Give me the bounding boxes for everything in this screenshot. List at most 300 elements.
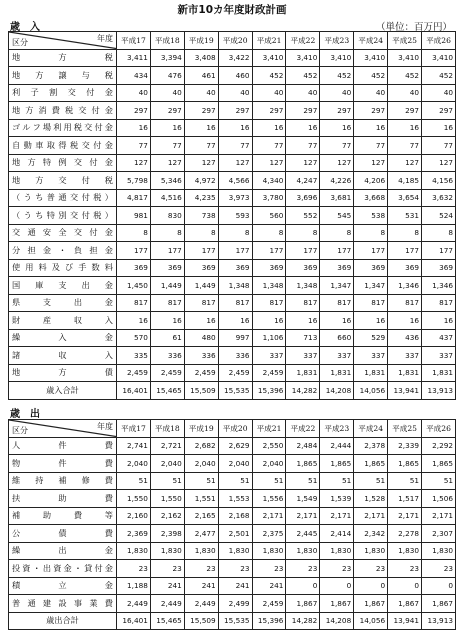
value-cell: 2,165	[184, 507, 218, 525]
row-label: 使用料及び手数料	[9, 259, 117, 277]
value-cell: 8	[184, 224, 218, 242]
value-cell: 2,171	[422, 507, 456, 525]
value-cell: 452	[388, 67, 422, 85]
value-cell: 1,830	[320, 542, 354, 560]
value-cell: 127	[422, 154, 456, 172]
value-cell: 16,401	[117, 382, 151, 400]
value-cell: 8	[252, 224, 286, 242]
row-label: 地方特例交付金	[9, 154, 117, 172]
value-cell: 1,830	[150, 542, 184, 560]
value-cell: 1,831	[354, 364, 388, 382]
value-cell: 297	[354, 102, 388, 120]
row-label: 利子割交付金	[9, 84, 117, 102]
value-cell: 127	[320, 154, 354, 172]
year-header: 平成19	[184, 420, 218, 438]
value-cell: 1,831	[422, 364, 456, 382]
value-cell: 1,528	[354, 490, 388, 508]
value-cell: 297	[422, 102, 456, 120]
table-row	[9, 224, 456, 242]
value-cell: 77	[320, 137, 354, 155]
year-header: 平成23	[320, 32, 354, 50]
value-cell: 2,342	[354, 525, 388, 543]
value-cell: 127	[252, 154, 286, 172]
row-label: 諸収入	[9, 347, 117, 365]
corner-year-label: 年度	[97, 422, 113, 431]
value-cell: 336	[218, 347, 252, 365]
value-cell: 40	[286, 84, 320, 102]
value-cell: 23	[218, 560, 252, 578]
value-cell: 434	[117, 67, 151, 85]
value-cell: 4,206	[354, 172, 388, 190]
value-cell: 1,830	[252, 542, 286, 560]
value-cell: 3,654	[388, 189, 422, 207]
value-cell: 2,741	[117, 437, 151, 455]
value-cell: 77	[184, 137, 218, 155]
value-cell: 23	[354, 560, 388, 578]
value-cell: 15,509	[184, 612, 218, 630]
value-cell: 16	[354, 119, 388, 137]
value-cell: 40	[320, 84, 354, 102]
value-cell: 2,160	[117, 507, 151, 525]
table-row	[9, 329, 456, 347]
year-header: 平成19	[184, 32, 218, 50]
value-cell: 452	[422, 67, 456, 85]
value-cell: 3,410	[354, 49, 388, 67]
value-cell: 336	[150, 347, 184, 365]
value-cell: 4,235	[184, 189, 218, 207]
row-label: 補助費等	[9, 507, 117, 525]
table-row	[9, 119, 456, 137]
value-cell: 369	[286, 259, 320, 277]
year-header: 平成17	[117, 32, 151, 50]
revenue-header-row	[9, 32, 456, 50]
value-cell: 16	[320, 119, 354, 137]
value-cell: 369	[150, 259, 184, 277]
value-cell: 337	[388, 347, 422, 365]
value-cell: 1,347	[354, 277, 388, 295]
revenue-section-label: 歳 入	[10, 22, 40, 33]
year-header: 平成18	[150, 420, 184, 438]
value-cell: 40	[184, 84, 218, 102]
value-cell: 1,106	[252, 329, 286, 347]
value-cell: 1,346	[388, 277, 422, 295]
value-cell: 2,378	[354, 437, 388, 455]
value-cell: 127	[218, 154, 252, 172]
year-header: 平成18	[150, 32, 184, 50]
value-cell: 1,348	[252, 277, 286, 295]
value-cell: 297	[184, 102, 218, 120]
value-cell: 16	[184, 312, 218, 330]
value-cell: 16	[150, 119, 184, 137]
value-cell: 4,226	[320, 172, 354, 190]
value-cell: 15,465	[150, 382, 184, 400]
value-cell: 3,410	[286, 49, 320, 67]
value-cell: 16	[286, 119, 320, 137]
value-cell: 1,450	[117, 277, 151, 295]
row-label: 県支出金	[9, 294, 117, 312]
value-cell: 3,632	[422, 189, 456, 207]
value-cell: 2,459	[252, 595, 286, 613]
document-title: 新市10カ年度財政計画	[177, 4, 287, 16]
value-cell: 480	[184, 329, 218, 347]
value-cell: 524	[422, 207, 456, 225]
value-cell: 16	[218, 119, 252, 137]
value-cell: 3,668	[354, 189, 388, 207]
value-cell: 552	[286, 207, 320, 225]
table-row	[9, 312, 456, 330]
value-cell: 337	[320, 347, 354, 365]
row-label: 歳入合計	[9, 382, 117, 400]
row-label: 地方消費税交付金	[9, 102, 117, 120]
value-cell: 297	[117, 102, 151, 120]
value-cell: 1,517	[388, 490, 422, 508]
value-cell: 15,509	[184, 382, 218, 400]
expenditure-section-label: 歳 出	[10, 409, 40, 420]
value-cell: 0	[354, 577, 388, 595]
value-cell: 1,867	[422, 595, 456, 613]
value-cell: 61	[150, 329, 184, 347]
value-cell: 476	[150, 67, 184, 85]
year-header: 平成24	[354, 32, 388, 50]
value-cell: 1,831	[320, 364, 354, 382]
value-cell: 738	[184, 207, 218, 225]
value-cell: 0	[388, 577, 422, 595]
table-row	[9, 472, 456, 490]
value-cell: 23	[422, 560, 456, 578]
value-cell: 1,346	[422, 277, 456, 295]
row-label: 普通建設事業費	[9, 595, 117, 613]
row-label: 地方交付税	[9, 172, 117, 190]
value-cell: 817	[422, 294, 456, 312]
table-row	[9, 364, 456, 382]
value-cell: 23	[388, 560, 422, 578]
value-cell: 14,282	[286, 382, 320, 400]
value-cell: 2,449	[150, 595, 184, 613]
value-cell: 177	[150, 242, 184, 260]
year-header: 平成20	[218, 420, 252, 438]
value-cell: 15,396	[252, 612, 286, 630]
value-cell: 529	[354, 329, 388, 347]
value-cell: 16	[117, 119, 151, 137]
value-cell: 3,410	[422, 49, 456, 67]
table-row	[9, 490, 456, 508]
value-cell: 77	[286, 137, 320, 155]
value-cell: 127	[150, 154, 184, 172]
value-cell: 2,339	[388, 437, 422, 455]
value-cell: 241	[184, 577, 218, 595]
value-cell: 2,040	[150, 455, 184, 473]
value-cell: 3,973	[218, 189, 252, 207]
value-cell: 336	[184, 347, 218, 365]
value-cell: 177	[218, 242, 252, 260]
value-cell: 0	[320, 577, 354, 595]
value-cell: 297	[252, 102, 286, 120]
table-row	[9, 525, 456, 543]
value-cell: 40	[117, 84, 151, 102]
value-cell: 1,831	[388, 364, 422, 382]
row-label: 物件費	[9, 455, 117, 473]
value-cell: 369	[388, 259, 422, 277]
value-cell: 2,398	[150, 525, 184, 543]
table-row	[9, 347, 456, 365]
year-header: 平成23	[320, 420, 354, 438]
value-cell: 2,171	[388, 507, 422, 525]
value-cell: 2,171	[354, 507, 388, 525]
value-cell: 452	[354, 67, 388, 85]
value-cell: 545	[320, 207, 354, 225]
value-cell: 77	[252, 137, 286, 155]
value-cell: 51	[150, 472, 184, 490]
row-label: 地方税	[9, 49, 117, 67]
row-label: 国庫支出金	[9, 277, 117, 295]
total-row	[9, 612, 456, 630]
value-cell: 437	[422, 329, 456, 347]
value-cell: 1,867	[320, 595, 354, 613]
table-row	[9, 595, 456, 613]
value-cell: 2,477	[184, 525, 218, 543]
value-cell: 2,162	[150, 507, 184, 525]
value-cell: 4,566	[218, 172, 252, 190]
year-header: 平成17	[117, 420, 151, 438]
value-cell: 369	[320, 259, 354, 277]
value-cell: 981	[117, 207, 151, 225]
value-cell: 531	[388, 207, 422, 225]
row-label: 繰出金	[9, 542, 117, 560]
value-cell: 5,798	[117, 172, 151, 190]
table-row	[9, 437, 456, 455]
value-cell: 1,551	[184, 490, 218, 508]
row-label: 地方譲与税	[9, 67, 117, 85]
row-label: 公債費	[9, 525, 117, 543]
value-cell: 2,040	[218, 455, 252, 473]
value-cell: 2,444	[320, 437, 354, 455]
row-label: 扶助費	[9, 490, 117, 508]
value-cell: 16	[422, 312, 456, 330]
value-cell: 16	[252, 312, 286, 330]
row-label: 分担金・負担金	[9, 242, 117, 260]
value-cell: 3,422	[218, 49, 252, 67]
value-cell: 241	[150, 577, 184, 595]
table-row	[9, 577, 456, 595]
value-cell: 16	[150, 312, 184, 330]
value-cell: 2,459	[184, 364, 218, 382]
value-cell: 8	[150, 224, 184, 242]
value-cell: 177	[184, 242, 218, 260]
value-cell: 1,830	[117, 542, 151, 560]
value-cell: 369	[117, 259, 151, 277]
value-cell: 127	[354, 154, 388, 172]
value-cell: 1,867	[286, 595, 320, 613]
value-cell: 452	[286, 67, 320, 85]
unit-note: （単位：百万円）	[375, 22, 452, 33]
value-cell: 16	[320, 312, 354, 330]
value-cell: 2,721	[150, 437, 184, 455]
value-cell: 817	[354, 294, 388, 312]
value-cell: 77	[388, 137, 422, 155]
value-cell: 127	[388, 154, 422, 172]
value-cell: 177	[286, 242, 320, 260]
value-cell: 15,535	[218, 612, 252, 630]
table-row	[9, 102, 456, 120]
value-cell: 14,208	[320, 382, 354, 400]
value-cell: 23	[184, 560, 218, 578]
value-cell: 51	[218, 472, 252, 490]
value-cell: 8	[286, 224, 320, 242]
value-cell: 713	[286, 329, 320, 347]
value-cell: 817	[286, 294, 320, 312]
table-row	[9, 507, 456, 525]
value-cell: 15,465	[150, 612, 184, 630]
value-cell: 23	[150, 560, 184, 578]
value-cell: 16	[286, 312, 320, 330]
table-row	[9, 49, 456, 67]
value-cell: 335	[117, 347, 151, 365]
value-cell: 817	[320, 294, 354, 312]
value-cell: 1,347	[320, 277, 354, 295]
value-cell: 23	[320, 560, 354, 578]
row-label: 地方債	[9, 364, 117, 382]
value-cell: 2,171	[320, 507, 354, 525]
table-row	[9, 67, 456, 85]
table-row	[9, 542, 456, 560]
value-cell: 0	[286, 577, 320, 595]
value-cell: 2,459	[150, 364, 184, 382]
value-cell: 2,449	[117, 595, 151, 613]
value-cell: 40	[150, 84, 184, 102]
revenue-table	[8, 31, 456, 400]
row-label: 維持補修費	[9, 472, 117, 490]
value-cell: 14,208	[320, 612, 354, 630]
value-cell: 1,830	[388, 542, 422, 560]
value-cell: 337	[354, 347, 388, 365]
total-row	[9, 382, 456, 400]
value-cell: 51	[117, 472, 151, 490]
value-cell: 2,040	[117, 455, 151, 473]
value-cell: 997	[218, 329, 252, 347]
value-cell: 369	[354, 259, 388, 277]
value-cell: 8	[422, 224, 456, 242]
value-cell: 16	[388, 119, 422, 137]
value-cell: 16	[218, 312, 252, 330]
expenditure-header-row	[9, 420, 456, 438]
value-cell: 593	[218, 207, 252, 225]
value-cell: 2,459	[252, 364, 286, 382]
table-row	[9, 259, 456, 277]
value-cell: 14,282	[286, 612, 320, 630]
value-cell: 3,411	[117, 49, 151, 67]
year-header: 平成25	[388, 32, 422, 50]
table-row	[9, 172, 456, 190]
value-cell: 51	[252, 472, 286, 490]
value-cell: 1,831	[286, 364, 320, 382]
value-cell: 13,941	[388, 382, 422, 400]
value-cell: 14,056	[354, 382, 388, 400]
value-cell: 14,056	[354, 612, 388, 630]
value-cell: 1,348	[286, 277, 320, 295]
value-cell: 2,040	[252, 455, 286, 473]
value-cell: 40	[388, 84, 422, 102]
value-cell: 337	[286, 347, 320, 365]
value-cell: 2,292	[422, 437, 456, 455]
value-cell: 297	[320, 102, 354, 120]
table-row	[9, 207, 456, 225]
value-cell: 2,629	[218, 437, 252, 455]
value-cell: 177	[117, 242, 151, 260]
value-cell: 297	[388, 102, 422, 120]
value-cell: 560	[252, 207, 286, 225]
value-cell: 337	[252, 347, 286, 365]
value-cell: 4,247	[286, 172, 320, 190]
table-row	[9, 154, 456, 172]
table-row	[9, 294, 456, 312]
value-cell: 77	[422, 137, 456, 155]
value-cell: 2,499	[218, 595, 252, 613]
value-cell: 2,171	[252, 507, 286, 525]
value-cell: 77	[117, 137, 151, 155]
value-cell: 1,865	[286, 455, 320, 473]
value-cell: 16	[354, 312, 388, 330]
table-row	[9, 277, 456, 295]
value-cell: 817	[218, 294, 252, 312]
year-header: 平成20	[218, 32, 252, 50]
value-cell: 3,681	[320, 189, 354, 207]
value-cell: 1,830	[286, 542, 320, 560]
value-cell: 452	[320, 67, 354, 85]
value-cell: 2,171	[286, 507, 320, 525]
value-cell: 570	[117, 329, 151, 347]
value-cell: 40	[422, 84, 456, 102]
value-cell: 2,369	[117, 525, 151, 543]
value-cell: 51	[354, 472, 388, 490]
value-cell: 1,539	[320, 490, 354, 508]
value-cell: 1,867	[354, 595, 388, 613]
table-row	[9, 242, 456, 260]
value-cell: 241	[252, 577, 286, 595]
value-cell: 51	[286, 472, 320, 490]
table-row	[9, 455, 456, 473]
value-cell: 8	[218, 224, 252, 242]
value-cell: 177	[252, 242, 286, 260]
value-cell: 51	[388, 472, 422, 490]
value-cell: 297	[218, 102, 252, 120]
table-row	[9, 189, 456, 207]
value-cell: 177	[422, 242, 456, 260]
value-cell: 297	[286, 102, 320, 120]
row-label: （うち特別交付税）	[9, 207, 117, 225]
value-cell: 3,410	[320, 49, 354, 67]
value-cell: 3,780	[252, 189, 286, 207]
value-cell: 538	[354, 207, 388, 225]
year-header: 平成21	[252, 420, 286, 438]
value-cell: 3,410	[252, 49, 286, 67]
value-cell: 16	[117, 312, 151, 330]
value-cell: 13,913	[422, 382, 456, 400]
value-cell: 40	[354, 84, 388, 102]
value-cell: 4,340	[252, 172, 286, 190]
value-cell: 2,278	[388, 525, 422, 543]
value-cell: 15,535	[218, 382, 252, 400]
value-cell: 4,972	[184, 172, 218, 190]
value-cell: 369	[184, 259, 218, 277]
value-cell: 2,459	[218, 364, 252, 382]
value-cell: 2,484	[286, 437, 320, 455]
value-cell: 1,188	[117, 577, 151, 595]
value-cell: 2,414	[320, 525, 354, 543]
value-cell: 0	[422, 577, 456, 595]
row-label: 投資・出資金・貸付金	[9, 560, 117, 578]
value-cell: 3,394	[150, 49, 184, 67]
value-cell: 1,830	[422, 542, 456, 560]
